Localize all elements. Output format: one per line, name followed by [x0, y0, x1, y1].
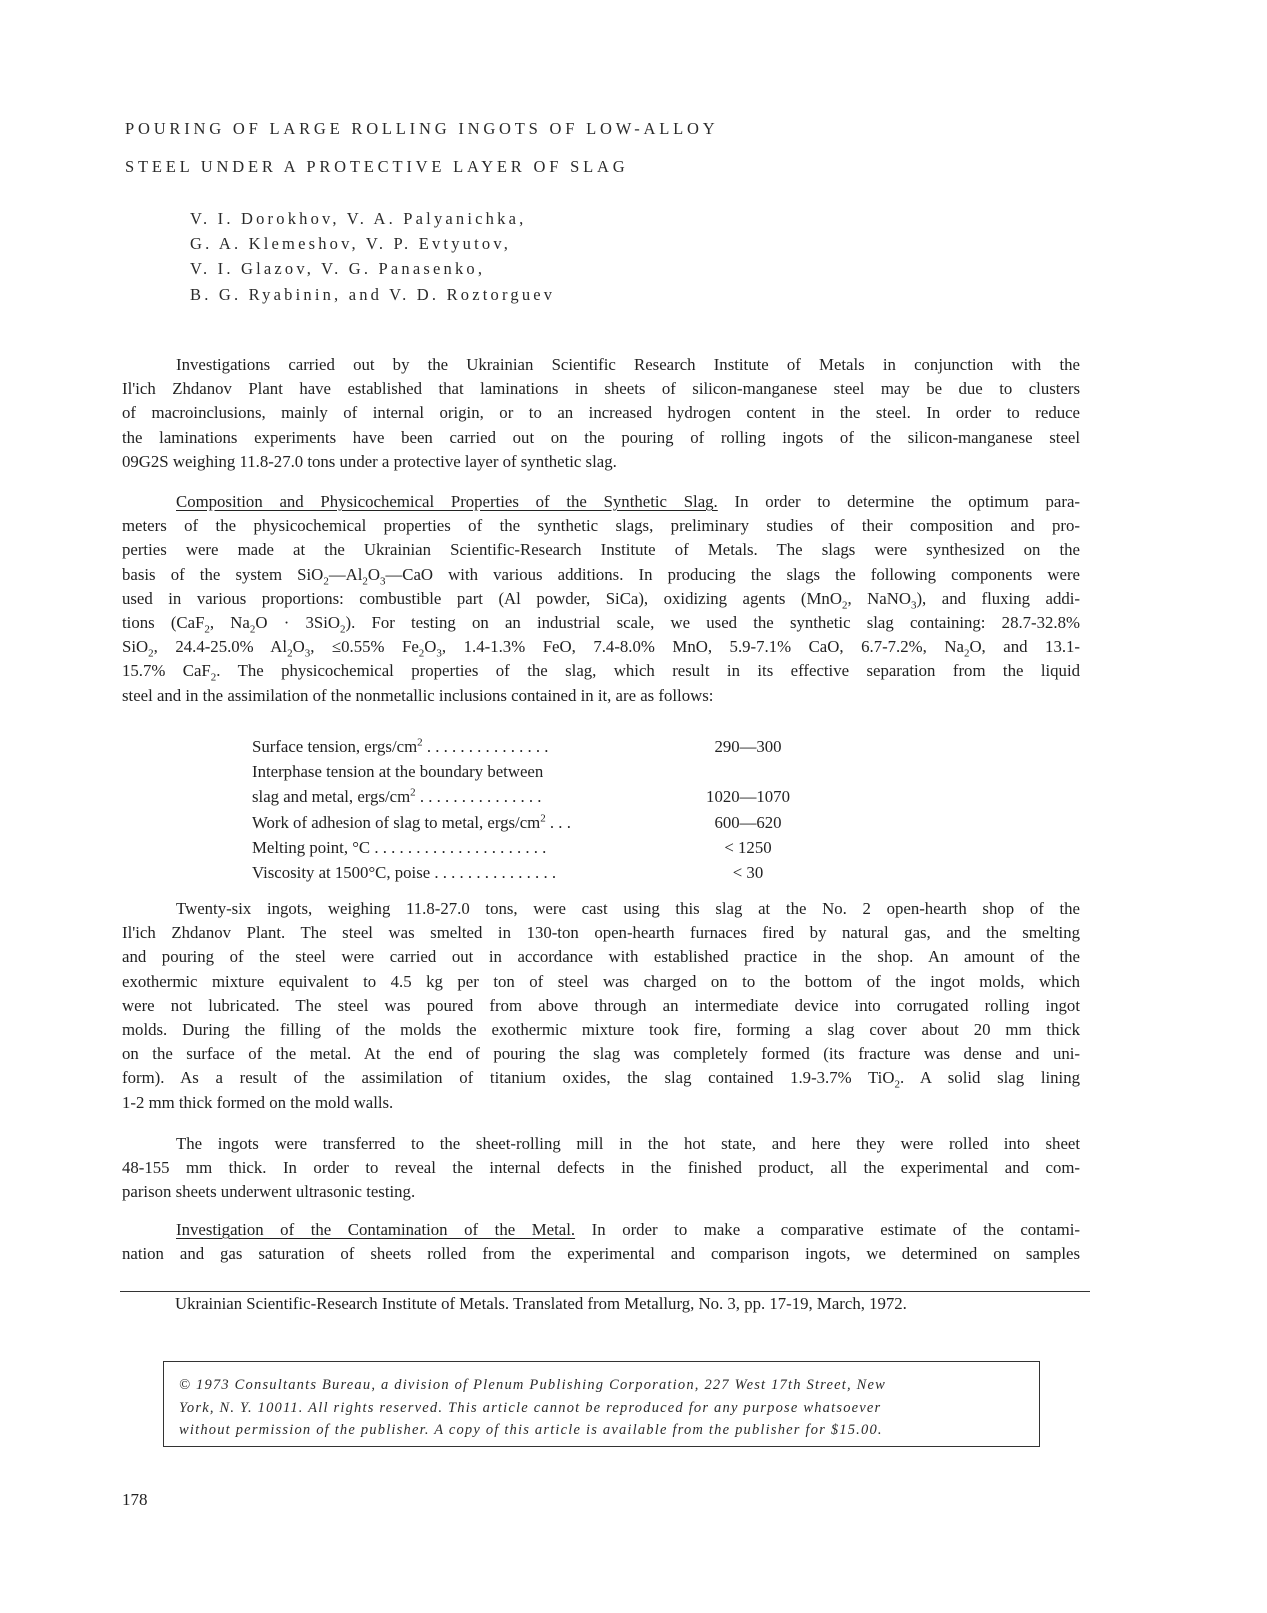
text-line: of macroinclusions, mainly of internal origin, or to an increased hydrogen content in the steel. In order to reduce — [122, 403, 1080, 423]
property-label: Interphase tension at the boundary between — [252, 762, 544, 782]
leader-dots: . . . . . . . . . . . . . . . — [415, 787, 542, 807]
text-span: SiO — [122, 637, 149, 657]
text-span: Surface tension, ergs/cm — [252, 737, 418, 756]
copyright-notice — [163, 1361, 1040, 1447]
text-line: were not lubricated. The steel was poured from above through an intermediate device into corrugated rolling ingot — [122, 995, 1080, 1015]
subscript: 2 — [362, 574, 368, 587]
text-line: meters of the physicochemical properties of the synthetic slags, preliminary studies of their composition and pro- — [122, 516, 1080, 536]
property-row-melting-point — [252, 838, 812, 863]
text-span: ). For testing on an industrial scale, we used the synthetic slag containing: 28.7-32.8% — [345, 612, 1080, 632]
text-span: In order to determine the optimum para- — [734, 492, 1080, 511]
subscript: 2 — [340, 623, 346, 636]
property-label — [252, 737, 548, 757]
text-line — [122, 659, 1080, 683]
property-value: < 30 — [732, 862, 764, 882]
leader-dots: . . . . . . . . . . . . . . . — [422, 737, 549, 756]
text-span: Work of adhesion of slag to metal, ergs/cm — [252, 812, 541, 832]
text-span: tions (CaF — [122, 612, 205, 632]
text-span: slag and metal, ergs/cm — [252, 787, 411, 807]
casting-paragraph — [122, 897, 1080, 1115]
property-value: 1020—1070 — [706, 787, 790, 807]
text-span: —CaO with various additions. In producing the slags the following components were — [385, 564, 1080, 584]
text-span: —Al — [328, 564, 363, 584]
text-line — [122, 563, 1080, 587]
subscript: 3 — [304, 647, 311, 660]
article-title-line-1: POURING OF LARGE ROLLING INGOTS OF LOW-ALLOY — [125, 119, 719, 138]
text-span: , ≤0.55% Fe — [310, 637, 419, 657]
property-row-interphase-tension — [252, 787, 812, 812]
text-span: , Na — [209, 612, 250, 632]
property-value: 600—620 — [714, 812, 782, 832]
text-span: , 1.4-1.3% FeO, 7.4-8.0% MnO, 5.9-7.1% CaO, 6.7-7.2%, Na — [441, 637, 964, 657]
property-label — [252, 787, 542, 807]
text-line — [122, 635, 1080, 659]
text-span: O, and 13.1- — [969, 637, 1081, 657]
text-line: 48-155 mm thick. In order to reveal the internal defects in the finished product, all the experimental and com- — [122, 1158, 1080, 1178]
property-row-viscosity — [252, 863, 812, 888]
footnote-divider — [120, 1291, 1090, 1292]
leader-dots: . . . — [545, 812, 571, 832]
text-span: O — [424, 637, 437, 657]
subscript: 3 — [380, 574, 386, 587]
subscript: 2 — [841, 599, 848, 612]
author-line: B. G. Ryabinin, and V. D. Roztorguev — [190, 284, 556, 304]
subscript: 2 — [249, 623, 256, 636]
text-line — [122, 587, 1080, 611]
property-row-adhesion — [252, 813, 812, 838]
author-line: V. I. Glazov, V. G. Panasenko, — [190, 259, 486, 279]
text-span: O — [367, 564, 380, 584]
subscript: 2 — [210, 671, 217, 684]
author-line: G. A. Klemeshov, V. P. Evtyutov, — [190, 234, 512, 254]
subscript: 2 — [148, 647, 154, 660]
text-line: molds. During the filling of the molds the exothermic mixture took fire, forming a slag cover about 20 mm thick — [122, 1019, 1080, 1039]
property-label — [252, 813, 571, 833]
text-line: 09G2S weighing 11.8-27.0 tons under a protective layer of synthetic slag. — [122, 451, 617, 471]
text-span: 15.7% CaF — [122, 661, 211, 681]
text-line: the laminations experiments have been carried out on the pouring of rolling ingots of the silicon-manganese steel — [122, 427, 1080, 447]
text-line: and pouring of the steel were carried out in accordance with established practice in the shop. An amount of the — [122, 947, 1080, 967]
text-span: O · 3SiO — [255, 612, 340, 632]
property-row-surface-tension — [252, 737, 812, 762]
text-line: 1-2 mm thick formed on the mold walls. — [122, 1092, 394, 1112]
copyright-line: York, N. Y. 10011. All rights reserved. This article cannot be reproduced for any purpose whatsoever — [179, 1399, 882, 1416]
subscript: 2 — [418, 647, 425, 660]
text-line — [122, 611, 1080, 635]
article-title-line-2: STEEL UNDER A PROTECTIVE LAYER OF SLAG — [125, 157, 629, 176]
contamination-paragraph — [122, 1218, 1080, 1266]
text-line: Investigations carried out by the Ukrainian Scientific Research Institute of Metals in conjunction with the — [176, 355, 1080, 374]
superscript: 2 — [410, 786, 416, 799]
page-number: 178 — [122, 1490, 148, 1509]
property-label: Viscosity at 1500°C, poise . . . . . . . . . . . . . . . — [252, 862, 557, 882]
source-footnote: Ukrainian Scientific-Research Institute of Metals. Translated from Metallurg, No. 3, pp. 17-19, March, 1972. — [175, 1294, 907, 1313]
copyright-line: © 1973 Consultants Bureau, a division of Plenum Publishing Corporation, 227 West 17th Street, New — [179, 1377, 887, 1393]
property-row-interphase-label — [252, 762, 812, 787]
text-span: basis of the system SiO — [122, 564, 324, 584]
text-span: , 24.4-25.0% Al — [153, 637, 288, 657]
property-value: < 1250 — [724, 837, 772, 857]
text-line: The ingots were transferred to the sheet-rolling mill in the hot state, and here they were rolled into sheet — [176, 1134, 1080, 1153]
slag-composition-paragraph — [122, 490, 1080, 708]
copyright-line: without permission of the publisher. A copy of this article is available from the publisher for $15.00. — [179, 1422, 883, 1438]
intro-paragraph — [122, 353, 1080, 474]
superscript: 2 — [540, 811, 546, 824]
text-line: Il'ich Zhdanov Plant have established that laminations in sheets of silicon-manganese steel may be due to clusters — [122, 379, 1080, 399]
text-line: on the surface of the metal. At the end of pouring the slag was completely formed (its fracture was dense and uni- — [122, 1044, 1080, 1064]
subscript: 2 — [287, 647, 293, 660]
subscript: 2 — [323, 574, 329, 587]
subscript: 3 — [436, 647, 442, 660]
text-line — [122, 1066, 1080, 1090]
author-line: V. I. Dorokhov, V. A. Palyanichka, — [190, 209, 527, 228]
text-span: used in various proportions: combustible part (Al powder, SiCa), oxidizing agents (MnO — [122, 588, 842, 608]
property-value: 290—300 — [714, 737, 782, 756]
superscript: 2 — [417, 736, 423, 749]
author-list — [190, 206, 555, 307]
text-line — [122, 490, 1080, 514]
text-line: perties were made at the Ukrainian Scientific-Research Institute of Metals. The slags were synthesized on the — [122, 540, 1080, 560]
text-line: steel and in the assimilation of the nonmetallic inclusions contained in it, are as follows: — [122, 685, 714, 705]
text-span: form). As a result of the assimilation of titanium oxides, the slag contained 1.9-3.7% TiO — [122, 1068, 895, 1088]
property-label: Melting point, °C . . . . . . . . . . . . . . . . . . . . . — [252, 837, 547, 857]
text-line: Il'ich Zhdanov Plant. The steel was smelted in 130-ton open-hearth furnaces fired by natural gas, and the smelting — [122, 923, 1080, 943]
text-span: ), and fluxing addi- — [916, 588, 1080, 608]
text-line: Twenty-six ingots, weighing 11.8-27.0 tons, were cast using this slag at the No. 2 open-hearth shop of the — [176, 899, 1080, 918]
text-line — [122, 1218, 1080, 1242]
subscript: 2 — [204, 623, 210, 636]
text-span: . A solid slag lining — [899, 1068, 1080, 1088]
text-line: exothermic mixture equivalent to 4.5 kg per ton of steel was charged on to the bottom of the ingot molds, which — [122, 971, 1080, 991]
slag-properties-table — [252, 737, 812, 888]
rolling-paragraph — [122, 1132, 1080, 1205]
section-heading-contamination: Investigation of the Contamination of the Metal. — [176, 1220, 576, 1239]
subscript: 3 — [910, 599, 917, 612]
text-span: O — [292, 637, 305, 657]
text-span: . The physicochemical properties of the slag, which result in its effective separation from the liquid — [216, 661, 1081, 681]
subscript: 2 — [894, 1078, 900, 1091]
text-span: In order to make a comparative estimate of the contami- — [591, 1220, 1080, 1239]
text-span: , NaNO — [847, 588, 911, 608]
text-line: nation and gas saturation of sheets rolled from the experimental and comparison ingots, we determined on samples — [122, 1244, 1080, 1264]
subscript: 2 — [963, 647, 970, 660]
text-line: parison sheets underwent ultrasonic testing. — [122, 1182, 416, 1202]
section-heading-slag-properties: Composition and Physicochemical Properties of the Synthetic Slag. — [176, 492, 718, 511]
